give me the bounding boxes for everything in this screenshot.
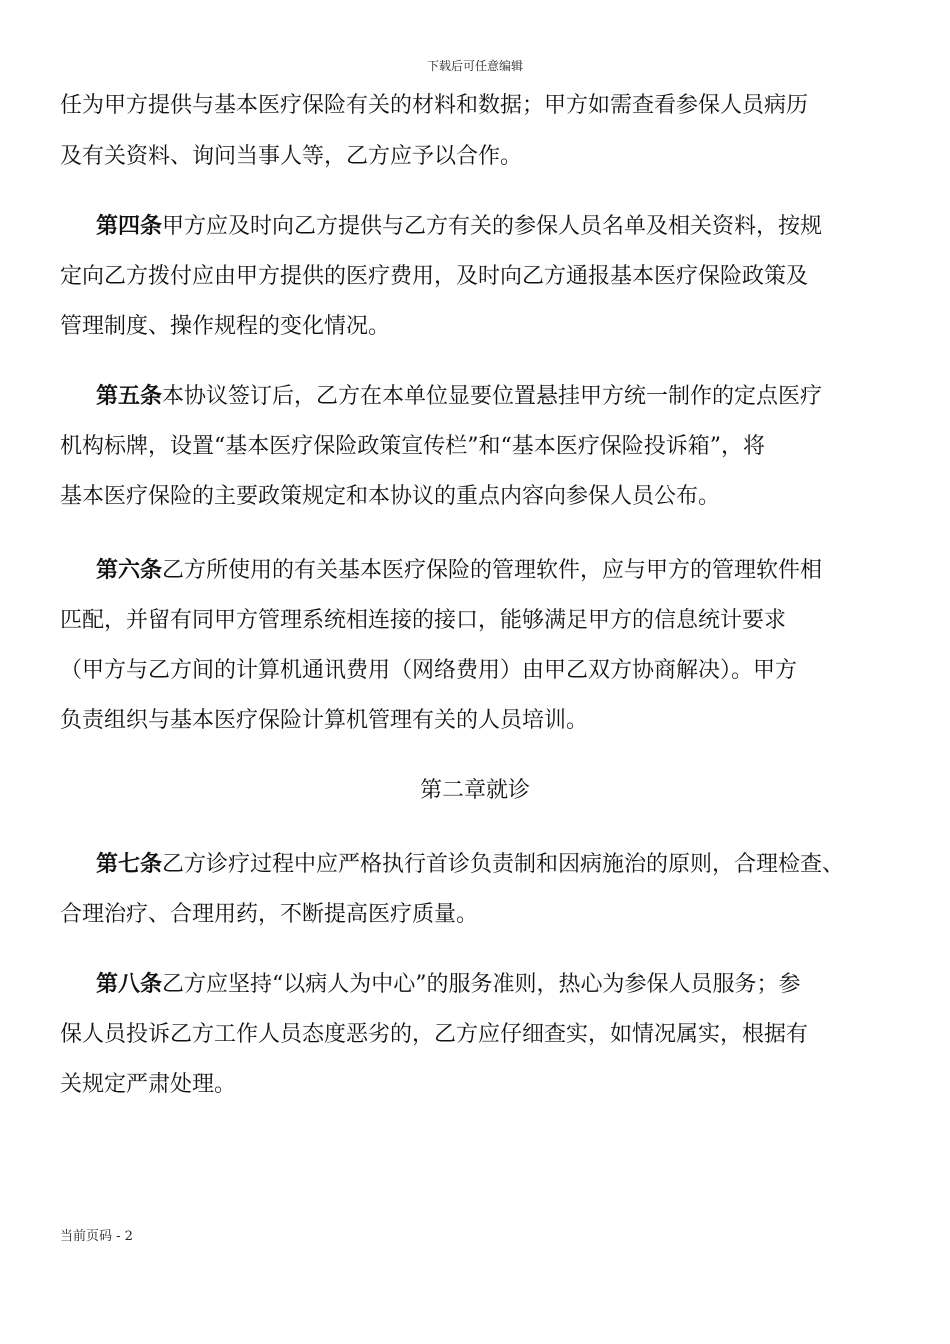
paragraph-line: 负责组织与基本医疗保险计算机管理有关的人员培训。	[60, 708, 589, 733]
paragraph-line: 机构标牌，设置“基本医疗保险政策宣传栏”和“基本医疗保险投诉箱”，将	[60, 434, 765, 459]
article-8-heading: 第八条	[96, 972, 163, 997]
page-number-footer: 当前页码 - 2	[60, 1229, 133, 1244]
chapter-heading: 第二章就诊	[419, 778, 530, 803]
article-4-text: 甲方应及时向乙方提供与乙方有关的参保人员名单及相关资料，按规	[162, 214, 823, 239]
article-5-text: 本协议签订后，乙方在本单位显要位置悬挂甲方统一制作的定点医疗	[162, 384, 823, 409]
article-5-heading: 第五条	[96, 384, 163, 409]
article-4-heading: 第四条	[96, 214, 163, 239]
paragraph-line: 保人员投诉乙方工作人员态度恶劣的，乙方应仔细查实，如情况属实，根据有	[60, 1022, 809, 1047]
article-8-line	[96, 970, 801, 1000]
paragraph-line: 及有关资料、询问当事人等，乙方应予以合作。	[60, 144, 523, 169]
paragraph-line: （甲方与乙方间的计算机通讯费用（网络费用）由甲乙双方协商解决）。甲方	[60, 658, 798, 683]
paragraph-line: 定向乙方拨付应由甲方提供的医疗费用，及时向乙方通报基本医疗保险政策及	[60, 264, 809, 289]
page-header-note: 下载后可任意编辑	[426, 59, 523, 73]
article-7-text: 乙方诊疗过程中应严格执行首诊负责制和因病施治的原则，合理检查、	[162, 852, 845, 877]
article-6-text: 乙方所使用的有关基本医疗保险的管理软件，应与甲方的管理软件相	[162, 558, 823, 583]
article-6-heading: 第六条	[96, 558, 163, 583]
paragraph-line: 合理治疗、合理用药，不断提高医疗质量。	[60, 902, 479, 927]
article-6-line	[96, 556, 822, 586]
article-7-heading: 第七条	[96, 852, 163, 877]
article-4-line	[96, 212, 822, 242]
article-8-text: 乙方应坚持“以病人为中心”的服务准则，热心为参保人员服务；参	[162, 972, 801, 997]
paragraph-line: 匹配，并留有同甲方管理系统相连接的接口，能够满足甲方的信息统计要求	[60, 608, 787, 633]
paragraph-line: 基本医疗保险的主要政策规定和本协议的重点内容向参保人员公布。	[60, 484, 721, 509]
paragraph-line: 任为甲方提供与基本医疗保险有关的材料和数据；甲方如需查看参保人员病历	[60, 93, 809, 118]
paragraph-line: 关规定严肃处理。	[60, 1072, 237, 1097]
article-5-line	[96, 382, 822, 412]
article-7-line	[96, 850, 844, 880]
paragraph-line: 管理制度、操作规程的变化情况。	[60, 314, 391, 339]
